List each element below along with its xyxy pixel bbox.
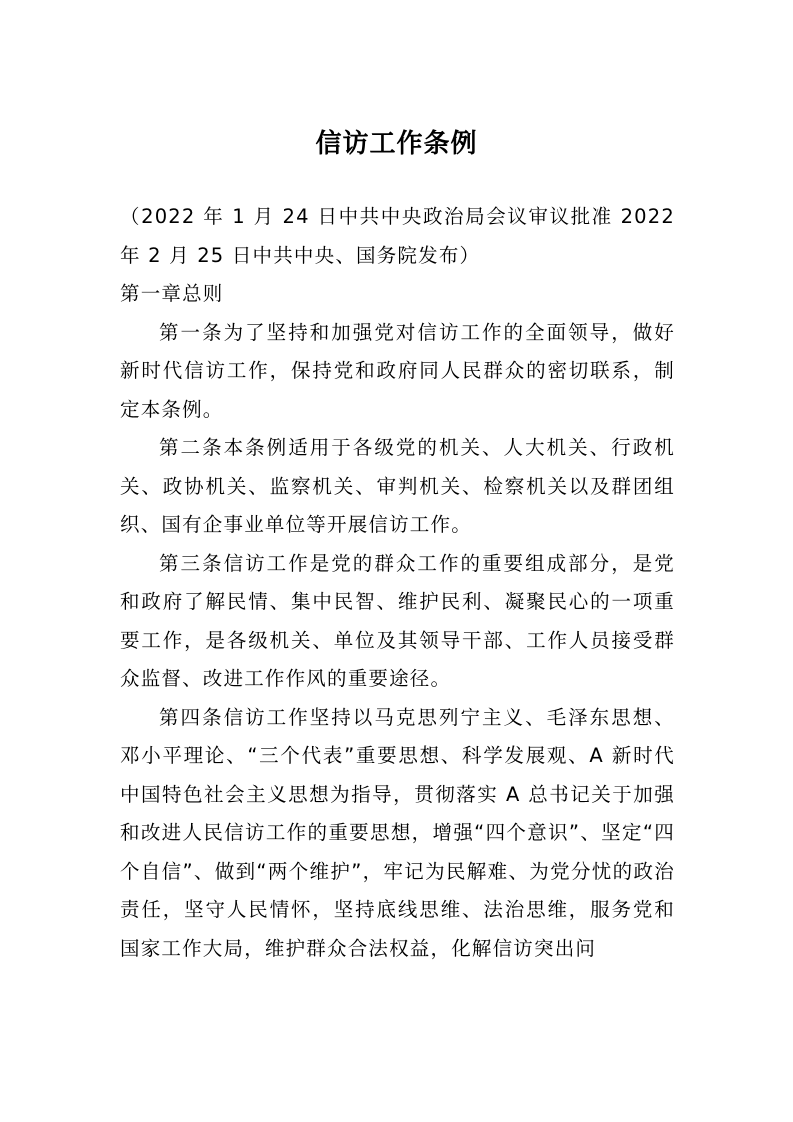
- document-title: 信访工作条例: [315, 129, 478, 159]
- article-paragraph: 第一条为了坚持和加强党对信访工作的全面领导，做好新时代信访工作，保持党和政府同人民群众的密切联系，制定本条例。: [120, 320, 675, 421]
- article-paragraph: 第二条本条例适用于各级党的机关、人大机关、行政机关、政协机关、监察机关、审判机关、检察机关以及群团组织、国有企事业单位等开展信访工作。: [120, 436, 675, 536]
- chapter-heading: 第一章总则: [120, 282, 224, 305]
- article-paragraph: 第四条信访工作坚持以马克思列宁主义、毛泽东思想、邓小平理论、“三个代表”重要思想、科学发展观、A 新时代中国特色社会主义思想为指导，贯彻落实 A 总书记关于加强和改进人民信访工作的重要思想，增强“四个意识”、坚定“四个自信”、做到“两个维护”，牢记为民解难、为党分忧的政治责任，坚守人民情怀，坚持底线思维、法治思维，服务党和国家工作大局，维护群众合法权益，化解信访突出问: [120, 705, 675, 960]
- document-subtitle: （2022 年 1 月 24 日中共中央政治局会议审议批准 2022 年 2 月 25 日中共中央、国务院发布）: [120, 205, 675, 267]
- document-body: [120, 198, 675, 968]
- article-paragraph: 第三条信访工作是党的群众工作的重要组成部分，是党和政府了解民情、集中民智、维护民利、凝聚民心的一项重要工作，是各级机关、单位及其领导干部、工作人员接受群众监督、改进工作作风的重要途径。: [120, 551, 675, 690]
